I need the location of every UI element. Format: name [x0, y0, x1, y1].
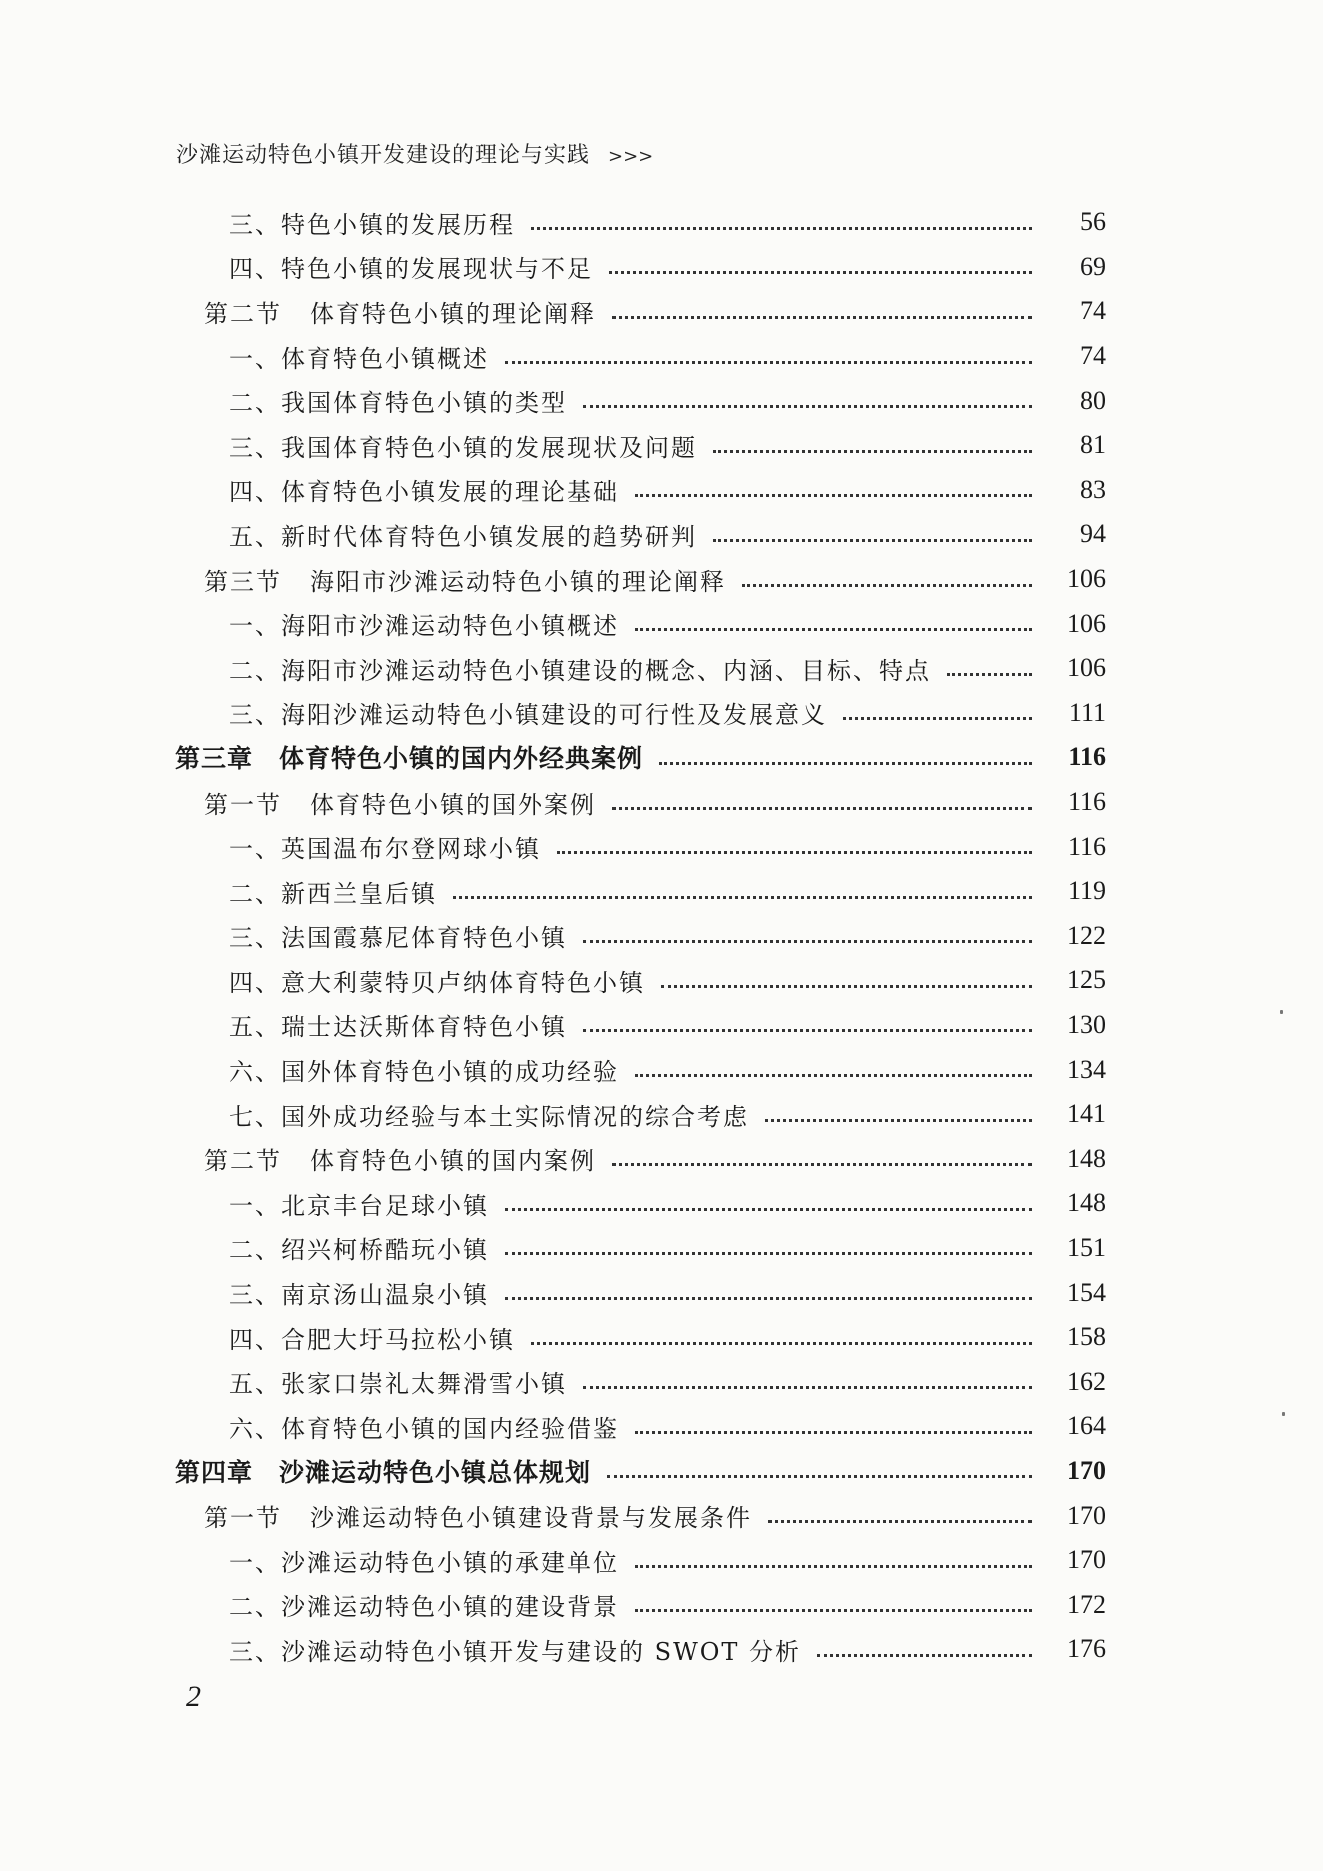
toc-entry-item	[0, 1359, 1323, 1404]
toc-entry-title	[229, 205, 515, 240]
toc-page-number: 81	[1080, 430, 1106, 460]
toc-entry-title	[229, 1186, 489, 1221]
toc-page-number: 74	[1080, 296, 1106, 326]
dot-leader	[583, 1386, 1032, 1389]
toc-entry-item	[0, 245, 1323, 290]
dot-leader	[659, 762, 1032, 765]
toc-page-number: 80	[1080, 385, 1106, 415]
dot-leader	[635, 628, 1032, 631]
toc-entry-title	[204, 562, 726, 597]
toc-entry-label: 二、新西兰皇后镇	[229, 879, 437, 908]
toc-entry-label: 六、国外体育特色小镇的成功经验	[229, 1058, 619, 1087]
toc-entry-title	[229, 606, 619, 641]
section-number: 第一节	[204, 1504, 282, 1533]
dot-leader	[505, 1208, 1032, 1211]
dot-leader	[607, 1475, 1032, 1478]
toc-entry-item	[0, 646, 1323, 691]
toc-entry-title	[204, 1141, 596, 1176]
toc-entry-label: 七、国外成功经验与本土实际情况的综合考虑	[229, 1102, 749, 1131]
toc-entry-item	[0, 423, 1323, 468]
toc-entry-label: 五、新时代体育特色小镇发展的趋势研判	[229, 522, 697, 551]
toc-page-number: 116	[1067, 787, 1106, 817]
dot-leader	[505, 1297, 1032, 1300]
toc-entry-title	[229, 1007, 567, 1042]
dot-leader	[635, 1565, 1032, 1568]
running-header	[176, 138, 653, 169]
toc-page-number: 116	[1068, 742, 1106, 772]
toc-page-number: 83	[1080, 474, 1106, 504]
dot-leader	[531, 1342, 1032, 1345]
dot-leader	[947, 673, 1032, 676]
toc-page-number: 69	[1080, 251, 1106, 281]
toc-entry-title	[229, 249, 593, 284]
dot-leader	[635, 1074, 1032, 1077]
toc-entry-label: 六、体育特色小镇的国内经验借鉴	[229, 1414, 619, 1443]
toc-entry-title	[229, 829, 541, 864]
toc-entry-item	[0, 1582, 1323, 1627]
toc-entry-chapter	[0, 735, 1323, 780]
toc-entry-label: 四、体育特色小镇发展的理论基础	[229, 478, 619, 507]
book-title: 沙滩运动特色小镇开发建设的理论与实践	[176, 143, 591, 168]
toc-entry-label: 沙滩运动特色小镇总体规划	[279, 1457, 592, 1487]
toc-page-number: 170	[1067, 1545, 1106, 1575]
toc-entry-item	[0, 200, 1323, 245]
toc-entry-label: 四、合肥大圩马拉松小镇	[229, 1325, 515, 1354]
toc-entry-title	[229, 472, 619, 507]
toc-page-number: 56	[1080, 207, 1106, 237]
chapter-number: 第四章	[175, 1457, 254, 1487]
toc-entry-label: 二、绍兴柯桥酷玩小镇	[229, 1236, 489, 1265]
dot-leader	[583, 1029, 1032, 1032]
toc-entry-label: 三、海阳沙滩运动特色小镇建设的可行性及发展意义	[229, 701, 827, 730]
toc-entry-title	[204, 1498, 752, 1533]
header-marker: >>>	[608, 146, 654, 167]
toc-entry-item	[0, 1627, 1323, 1672]
dot-leader	[635, 494, 1032, 497]
dot-leader	[505, 361, 1032, 364]
toc-entry-item	[0, 1538, 1323, 1583]
toc-page-number: 94	[1080, 519, 1106, 549]
toc-entry-item	[0, 914, 1323, 959]
toc-entry-section	[0, 289, 1323, 334]
toc-entry-item	[0, 1226, 1323, 1271]
toc-page-number: 130	[1067, 1009, 1106, 1039]
toc-entry-chapter	[0, 1449, 1323, 1494]
toc-entry-label: 一、体育特色小镇概述	[229, 344, 489, 373]
dot-leader	[612, 1163, 1032, 1166]
toc-entry-label: 二、我国体育特色小镇的类型	[229, 389, 567, 418]
table-of-contents	[0, 200, 1323, 1672]
toc-page-number: 141	[1067, 1099, 1106, 1129]
toc-page-number: 148	[1067, 1188, 1106, 1218]
toc-entry-label: 二、沙滩运动特色小镇的建设背景	[229, 1593, 619, 1622]
dot-leader	[583, 405, 1032, 408]
toc-entry-label: 四、特色小镇的发展现状与不足	[229, 255, 593, 284]
dot-leader	[843, 717, 1032, 720]
toc-entry-title	[204, 785, 596, 820]
dot-leader	[453, 896, 1032, 899]
toc-entry-label: 三、沙滩运动特色小镇开发与建设的 SWOT 分析	[229, 1637, 802, 1666]
section-number: 第一节	[204, 790, 282, 819]
toc-entry-label: 二、海阳市沙滩运动特色小镇建设的概念、内涵、目标、特点	[229, 656, 931, 685]
toc-entry-item	[0, 1315, 1323, 1360]
toc-page-number: 158	[1067, 1322, 1106, 1352]
toc-entry-item	[0, 468, 1323, 513]
toc-entry-title	[229, 383, 567, 418]
toc-entry-section	[0, 1136, 1323, 1181]
toc-entry-section	[0, 1493, 1323, 1538]
toc-page-number: 116	[1067, 831, 1106, 861]
dot-leader	[768, 1520, 1032, 1523]
toc-entry-title	[175, 1453, 591, 1489]
dot-leader	[505, 1252, 1032, 1255]
toc-entry-title	[229, 874, 437, 909]
toc-entry-title	[229, 339, 489, 374]
toc-entry-item	[0, 1404, 1323, 1449]
dot-leader	[612, 316, 1032, 319]
toc-entry-label: 海阳市沙滩运动特色小镇的理论阐释	[310, 567, 726, 596]
toc-page-number: 154	[1067, 1277, 1106, 1307]
toc-entry-label: 四、意大利蒙特贝卢纳体育特色小镇	[229, 968, 645, 997]
toc-page-number: 148	[1067, 1143, 1106, 1173]
toc-page-number: 170	[1067, 1500, 1106, 1530]
toc-entry-title	[229, 1587, 619, 1622]
scan-speck	[1280, 1010, 1283, 1014]
toc-entry-label: 三、南京汤山温泉小镇	[229, 1281, 489, 1310]
toc-entry-section	[0, 557, 1323, 602]
toc-entry-title	[229, 517, 697, 552]
toc-page-number: 164	[1067, 1411, 1106, 1441]
toc-entry-title	[229, 428, 697, 463]
toc-entry-label: 五、张家口崇礼太舞滑雪小镇	[229, 1370, 567, 1399]
toc-page-number: 151	[1067, 1232, 1106, 1262]
toc-page-number: 176	[1067, 1634, 1106, 1664]
toc-page-number: 162	[1067, 1366, 1106, 1396]
section-number: 第三节	[204, 567, 282, 596]
toc-entry-item	[0, 601, 1323, 646]
dot-leader	[817, 1654, 1032, 1657]
dot-leader	[713, 539, 1032, 542]
toc-entry-item	[0, 824, 1323, 869]
toc-entry-label: 体育特色小镇的国外案例	[310, 790, 596, 819]
dot-leader	[661, 985, 1032, 988]
toc-entry-title	[175, 739, 643, 775]
page-number: 2	[186, 1680, 201, 1713]
toc-entry-label: 体育特色小镇的国内案例	[310, 1147, 596, 1176]
toc-page-number: 172	[1067, 1589, 1106, 1619]
toc-entry-label: 体育特色小镇的国内外经典案例	[279, 744, 644, 774]
toc-entry-item	[0, 512, 1323, 557]
toc-page-number: 125	[1067, 965, 1106, 995]
dot-leader	[765, 1119, 1032, 1122]
toc-entry-item	[0, 958, 1323, 1003]
dot-leader	[612, 807, 1032, 810]
toc-entry-title	[229, 918, 567, 953]
toc-entry-label: 三、法国霞慕尼体育特色小镇	[229, 924, 567, 953]
toc-page-number: 122	[1067, 920, 1106, 950]
toc-page-number: 119	[1067, 876, 1106, 906]
toc-entry-title	[204, 294, 596, 329]
scan-speck	[1282, 1412, 1285, 1416]
toc-entry-title	[229, 1632, 801, 1667]
dot-leader	[609, 271, 1032, 274]
dot-leader	[713, 450, 1032, 453]
section-number: 第二节	[204, 299, 282, 328]
toc-entry-label: 三、我国体育特色小镇的发展现状及问题	[229, 433, 697, 462]
toc-page-number: 134	[1067, 1054, 1106, 1084]
toc-entry-title	[229, 695, 827, 730]
dot-leader	[531, 227, 1032, 230]
toc-page-number: 74	[1080, 341, 1106, 371]
section-number: 第二节	[204, 1147, 282, 1176]
toc-entry-title	[229, 651, 931, 686]
toc-entry-title	[229, 1543, 619, 1578]
toc-entry-title	[229, 963, 645, 998]
dot-leader	[742, 584, 1032, 587]
toc-entry-title	[229, 1320, 515, 1355]
toc-entry-title	[229, 1275, 489, 1310]
toc-page-number: 170	[1067, 1455, 1106, 1485]
dot-leader	[635, 1609, 1032, 1612]
dot-leader	[635, 1431, 1032, 1434]
toc-entry-title	[229, 1364, 567, 1399]
toc-entry-title	[229, 1230, 489, 1265]
toc-entry-label: 五、瑞士达沃斯体育特色小镇	[229, 1013, 567, 1042]
toc-entry-label: 一、沙滩运动特色小镇的承建单位	[229, 1548, 619, 1577]
toc-entry-item	[0, 869, 1323, 914]
toc-page-number: 106	[1067, 608, 1106, 638]
toc-page-number: 106	[1067, 653, 1106, 683]
toc-entry-item	[0, 691, 1323, 736]
toc-entry-label: 一、英国温布尔登网球小镇	[229, 835, 541, 864]
toc-entry-title	[229, 1409, 619, 1444]
toc-entry-label: 一、北京丰台足球小镇	[229, 1191, 489, 1220]
toc-entry-item	[0, 334, 1323, 379]
toc-page-number: 111	[1068, 697, 1106, 727]
toc-entry-title	[229, 1097, 749, 1132]
toc-entry-item	[0, 1270, 1323, 1315]
toc-entry-item	[0, 1092, 1323, 1137]
toc-entry-item	[0, 1047, 1323, 1092]
dot-leader	[583, 940, 1032, 943]
toc-entry-label: 一、海阳市沙滩运动特色小镇概述	[229, 612, 619, 641]
toc-entry-item	[0, 1003, 1323, 1048]
toc-entry-label: 沙滩运动特色小镇建设背景与发展条件	[310, 1504, 752, 1533]
toc-entry-section	[0, 780, 1323, 825]
toc-page-number: 106	[1067, 564, 1106, 594]
toc-entry-title	[229, 1052, 619, 1087]
toc-entry-label: 三、特色小镇的发展历程	[229, 210, 515, 239]
dot-leader	[557, 851, 1032, 854]
chapter-number: 第三章	[175, 744, 254, 774]
toc-entry-item	[0, 1181, 1323, 1226]
toc-entry-label: 体育特色小镇的理论阐释	[310, 299, 596, 328]
toc-entry-item	[0, 378, 1323, 423]
